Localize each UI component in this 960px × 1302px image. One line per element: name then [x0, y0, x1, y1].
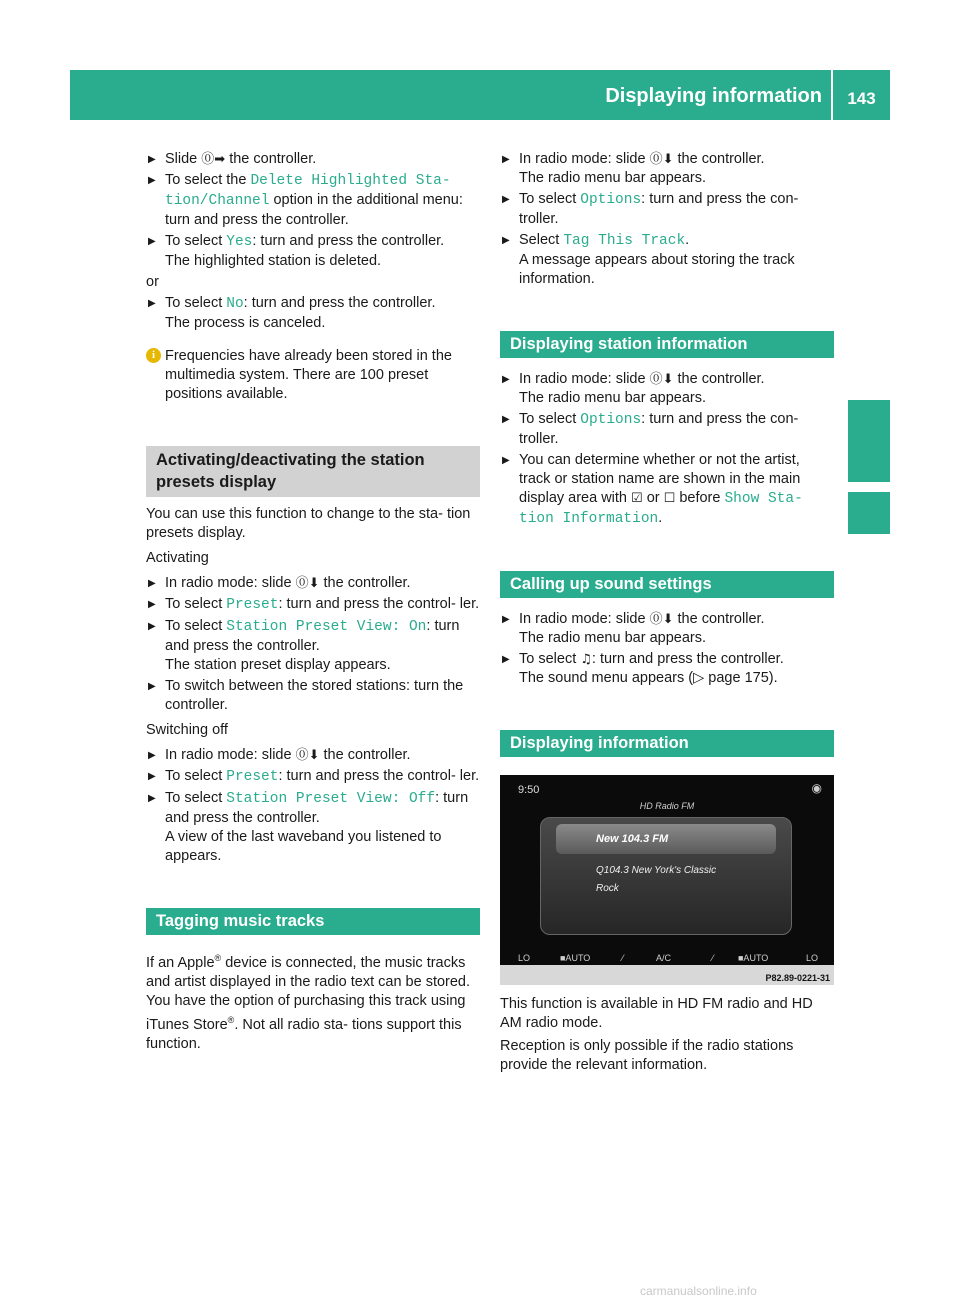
image-code: P82.89-0221-31	[765, 973, 830, 983]
paragraph-presets: You can use this function to change to the sta‐ tion presets display.	[146, 506, 471, 541]
screen-station-text: Q104.3 New York's Classic	[596, 865, 717, 876]
step-sound-slide: ▶ In radio mode: slide ⓪⬇ the controller. The radio menu bar appears.	[500, 610, 834, 648]
menu-tag-this-track: Tag This Track	[563, 233, 686, 249]
paragraph-reception: Reception is only possible if the radio stations provide the relevant information.	[500, 1038, 794, 1073]
info-note: i Frequencies have already been stored in the multimedia system. There are 100 preset positions available.	[146, 347, 480, 404]
step-tag-options: ▶ To select Options: turn and press the con‐ troller.	[500, 190, 834, 229]
step-sound-select: ▶ To select ♫: turn and press the controller. The sound menu appears (▷ page 175).	[500, 650, 834, 688]
menu-yes: Yes	[226, 234, 253, 250]
menu-options: Options	[580, 412, 642, 428]
screen-station-genre: Rock	[596, 883, 619, 894]
menu-delete-station: Delete Highlighted Sta‐ tion/Channel	[165, 173, 451, 209]
step-activate-preset: ▶ To select Preset: turn and press the control‐ ler.	[146, 595, 480, 615]
step-select-yes: ▶ To select Yes: turn and press the controller. The highlighted station is deleted.	[146, 232, 480, 271]
step-off-slide: ▶ In radio mode: slide ⓪⬇ the controller.	[146, 746, 480, 765]
label-activating: Activating	[146, 550, 209, 566]
left-column	[146, 150, 480, 1056]
checkbox-checked-icon: ☑	[631, 491, 643, 506]
info-icon: i	[146, 348, 161, 363]
section-heading-sound: Calling up sound settings	[500, 571, 834, 598]
radio-display-screenshot	[500, 775, 834, 985]
watermark: carmanualsonline.info	[640, 1284, 757, 1298]
screen-time: 9:50	[518, 784, 540, 796]
music-note-icon: ♫	[580, 652, 592, 667]
step-info-options: ▶ To select Options: turn and press the con‐ troller.	[500, 410, 834, 449]
right-column	[500, 150, 834, 1077]
page-number: 143	[847, 89, 876, 108]
screen-status-icon: ◉	[811, 781, 822, 795]
step-off-preset: ▶ To select Preset: turn and press the control‐ ler.	[146, 767, 480, 787]
menu-preset: Preset	[226, 769, 279, 785]
menu-preset-view-on: Station Preset View: On	[226, 619, 427, 635]
step-switch-stations: ▶ To switch between the stored stations: turn the controller.	[146, 677, 480, 715]
controller-slide-down-icon: ⓪⬇	[649, 372, 674, 387]
step-tag-track: ▶ Select Tag This Track. A message appears about storing the track information.	[500, 231, 834, 289]
screen-footer	[500, 965, 834, 985]
menu-no: No	[226, 296, 244, 312]
side-block	[848, 492, 890, 534]
controller-slide-down-icon: ⓪⬇	[649, 152, 674, 167]
paragraph-hd-availability: This function is available in HD FM radio and HD AM radio mode.	[500, 996, 813, 1031]
step-off-view-off: ▶ To select Station Preset View: Off: turn and press the controller. A view of the last waveband you listened to appears.	[146, 789, 480, 866]
controller-slide-down-icon: ⓪⬇	[649, 612, 674, 627]
screen-station-name: New 104.3 FM	[596, 833, 669, 845]
menu-options: Options	[580, 192, 642, 208]
section-heading-station-info: Displaying station information	[500, 331, 834, 358]
section-heading-tagging: Tagging music tracks	[146, 908, 480, 935]
controller-slide-down-icon: ⓪⬇	[295, 748, 320, 763]
section-heading-displaying: Displaying information	[500, 730, 834, 757]
controller-slide-right-icon: ⓪➡	[201, 152, 226, 167]
screen-title: HD Radio FM	[639, 801, 695, 811]
screen-climate-bar: LO ■AUTO ⁄ A/C ⁄ ■AUTO LO	[518, 953, 819, 963]
checkbox-empty-icon: ☐	[663, 491, 676, 506]
step-select-no: ▶ To select No: turn and press the controller. The process is canceled.	[146, 294, 480, 333]
step-info-toggle: ▶ You can determine whether or not the artist, track or station name are shown in the main display area with ☑ or ☐ before Show Sta‐ tion Information.	[500, 451, 834, 529]
page-title: Displaying information	[605, 85, 822, 107]
or-text: or	[146, 274, 159, 290]
step-tag-slide: ▶ In radio mode: slide ⓪⬇ the controller. The radio menu bar appears.	[500, 150, 834, 188]
step-slide: ▶ Slide ⓪➡ the controller.	[146, 150, 480, 169]
controller-slide-down-icon: ⓪⬇	[295, 576, 320, 591]
label-switching-off: Switching off	[146, 722, 228, 738]
paragraph-tagging: If an Apple® device is connected, the music tracks and artist displayed in the radio text can be stored. You have the option of purchasing this track using iTunes Store®. Not all radio sta‐ tions support this function.	[146, 953, 471, 1052]
menu-preset-view-off: Station Preset View: Off	[226, 791, 436, 807]
step-select-delete: ▶ To select the Delete Highlighted Sta‐ tion/Channel option in the additional menu: turn and press the controller.	[146, 171, 480, 230]
section-heading-presets: Activating/deactivating the station presets display	[146, 446, 480, 497]
menu-preset: Preset	[226, 597, 279, 613]
step-activate-view-on: ▶ To select Station Preset View: On: turn and press the controller. The station preset display appears.	[146, 617, 480, 675]
step-info-slide: ▶ In radio mode: slide ⓪⬇ the controller. The radio menu bar appears.	[500, 370, 834, 408]
side-tab-label: Radio	[850, 401, 873, 460]
menu-show-station-info: Show Sta‐ tion Information	[519, 491, 803, 527]
step-activate-slide: ▶ In radio mode: slide ⓪⬇ the controller.	[146, 574, 480, 593]
